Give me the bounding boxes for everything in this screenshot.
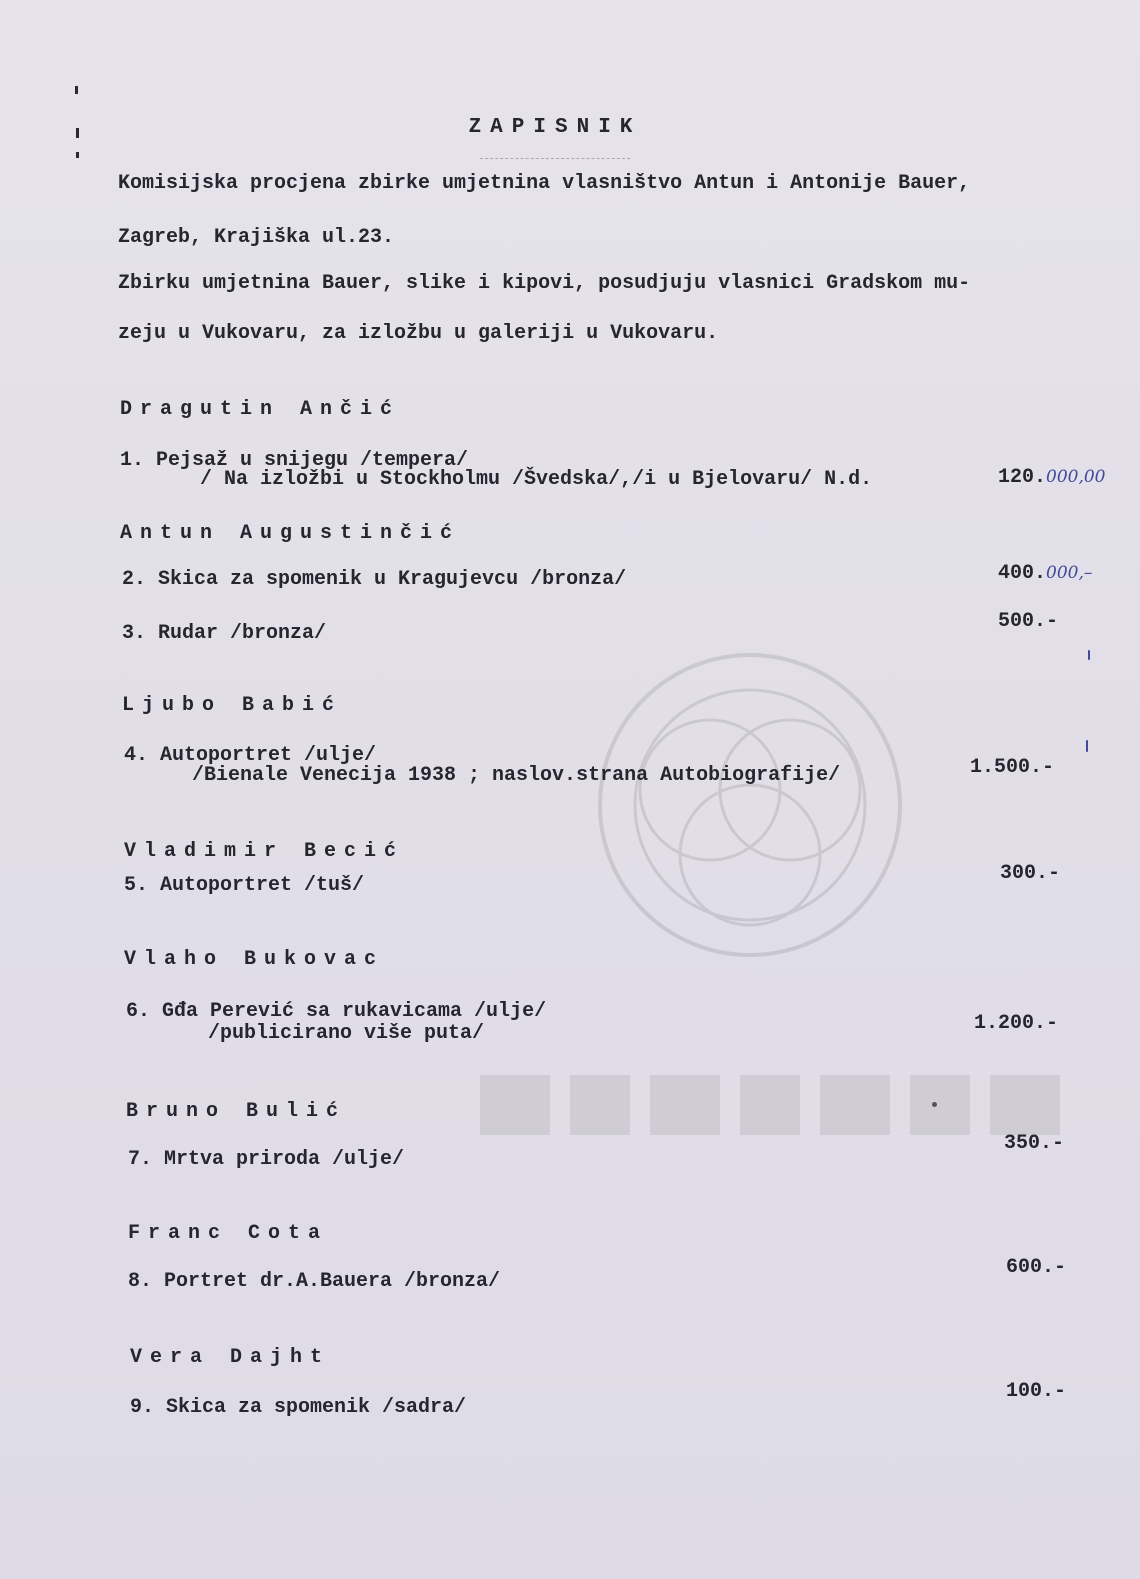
price-value: 100.-: [1006, 1380, 1067, 1403]
faint-watermark-text: [470, 1065, 1070, 1145]
artist-name: Vladimir Becić: [124, 840, 405, 863]
price-value: 300.-: [1000, 862, 1061, 885]
artwork-entry: 1. Pejsaž u snijegu /tempera/: [120, 449, 469, 472]
margin-mark: [76, 152, 79, 158]
margin-mark: [75, 86, 78, 94]
intro-line-1: Komisijska procjena zbirke umjetnina vlasništvo Antun i Antonije Bauer,: [118, 172, 971, 195]
price-value: 500.-: [998, 610, 1059, 633]
artwork-entry: 3. Rudar /bronza/: [122, 622, 327, 645]
price-handwritten: 000,–: [1046, 563, 1093, 583]
artist-name: Antun Augustinčić: [120, 522, 461, 545]
ink-speck: [1088, 650, 1090, 660]
document-title: ZAPISNIK: [468, 116, 642, 139]
artwork-entry: 8. Portret dr.A.Bauera /bronza/: [128, 1270, 501, 1293]
price-value: 1.500.-: [970, 756, 1055, 779]
artist-name: Franc Cota: [128, 1222, 329, 1245]
price-value: 350.-: [1004, 1132, 1065, 1155]
artist-name: Ljubo Babić: [122, 694, 343, 717]
price-value: 600.-: [1006, 1256, 1067, 1279]
artwork-note: /Bienale Venecija 1938 ; naslov.strana Autobiografije/: [192, 764, 841, 787]
artwork-entry: 7. Mrtva priroda /ulje/: [128, 1148, 405, 1171]
artwork-entry: 5. Autoportret /tuš/: [124, 874, 365, 897]
artwork-entry: 9. Skica za spomenik /sadra/: [130, 1396, 467, 1419]
artwork-entry: 4. Autoportret /ulje/: [124, 744, 377, 767]
intro-line-4: zeju u Vukovaru, za izložbu u galeriji u Vukovaru.: [118, 322, 719, 345]
artwork-entry: 6. Gđa Perević sa rukavicama /ulje/: [126, 1000, 547, 1023]
price-typed: 400.: [998, 562, 1047, 585]
intro-line-2: Zagreb, Krajiška ul.23.: [118, 226, 395, 249]
title-underline: [480, 158, 630, 159]
price-value: [998, 466, 1106, 489]
artist-name: Bruno Bulić: [126, 1100, 347, 1123]
price-value: [998, 562, 1092, 585]
artist-name: Vera Dajht: [130, 1346, 331, 1369]
price-typed: 120.: [998, 466, 1047, 489]
artwork-note: /publicirano više puta/: [208, 1022, 485, 1045]
ink-speck: [932, 1102, 937, 1107]
ink-speck: [1086, 740, 1088, 752]
artist-name: Dragutin Ančić: [120, 398, 401, 421]
intro-line-3: Zbirku umjetnina Bauer, slike i kipovi, posudjuju vlasnici Gradskom mu-: [118, 272, 971, 295]
price-handwritten: 000,00: [1046, 467, 1106, 487]
stamp-watermark: [585, 640, 915, 970]
price-value: 1.200.-: [974, 1012, 1059, 1035]
artwork-note: / Na izložbi u Stockholmu /Švedska/,/i u Bjelovaru/ N.d.: [200, 468, 873, 491]
artwork-entry: 2. Skica za spomenik u Kragujevcu /bronza/: [122, 568, 627, 591]
artist-name: Vlaho Bukovac: [124, 948, 385, 971]
